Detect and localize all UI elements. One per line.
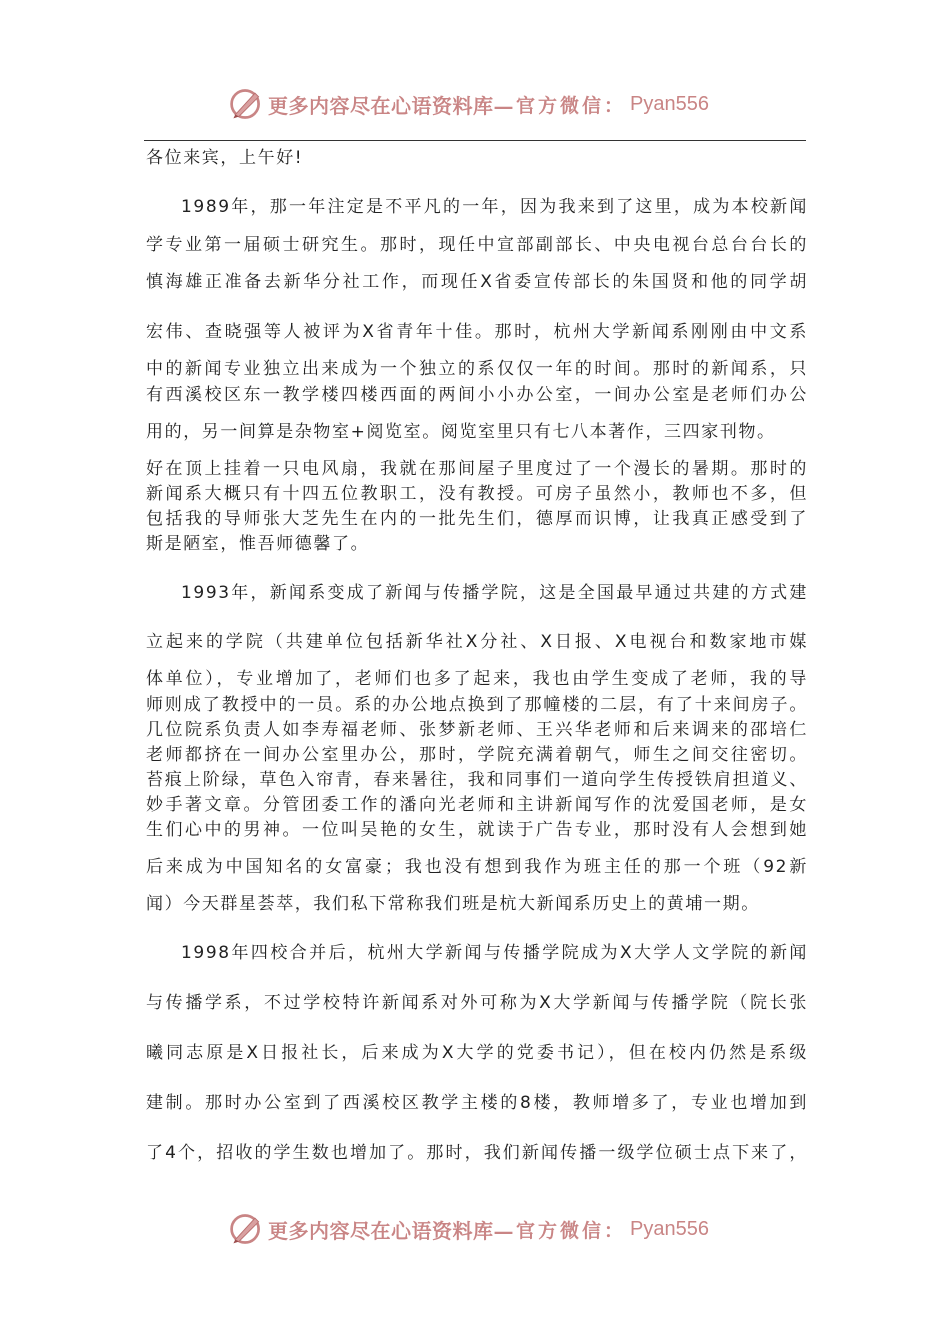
- header-watermark: [0, 82, 950, 126]
- header-divider: [144, 140, 806, 141]
- text-line: 几位院系负责人如李寿福老师、张梦新老师、王兴华老师和后来调来的邵培仁: [146, 720, 808, 740]
- text-line: 了4个，招收的学生数也增加了。那时，我们新闻传播一级学位硕士点下来了，: [146, 1143, 808, 1163]
- text-line: 中的新闻专业独立出来成为一个独立的系仅仅一年的时间。那时的新闻系，只: [146, 359, 808, 379]
- text-line: 1993年，新闻系变成了新闻与传播学院，这是全国最早通过共建的方式建: [181, 583, 808, 603]
- text-line: 好在顶上挂着一只电风扇，我就在那间屋子里度过了一个漫长的暑期。那时的: [146, 459, 808, 479]
- text-line: 苔痕上阶绿，草色入帘青，春来暑往，我和同事们一道向学生传授铁肩担道义、: [146, 770, 808, 790]
- watermark-label: 官方微信：: [516, 1219, 627, 1242]
- footer-watermark: [0, 1207, 950, 1251]
- text-line: 新闻系大概只有十四五位教职工，没有教授。可房子虽然小，教师也不多，但: [146, 484, 808, 504]
- text-line: 用的，另一间算是杂物室+阅览室。阅览室里只有七八本著作，三四家刊物。: [146, 422, 776, 442]
- watermark-site-text: 更多内容尽在心语资料库—: [268, 93, 514, 118]
- watermark-banner: [228, 82, 709, 126]
- text-line: 1989年，那一年注定是不平凡的一年，因为我来到了这里，成为本校新闻: [181, 197, 808, 217]
- watermark-wechat-id: Pyan556: [630, 1217, 709, 1240]
- text-line: 包括我的导师张大芝先生在内的一批先生们，德厚而识博，让我真正感受到了: [146, 509, 808, 529]
- text-line: 闻）今天群星荟萃，我们私下常称我们班是杭大新闻系历史上的黄埔一期。: [146, 894, 760, 914]
- text-line: 老师都挤在一间办公室里办公，那时，学院充满着朝气，师生之间交往密切。: [146, 745, 808, 765]
- pen-circle-logo-icon: [228, 1211, 264, 1247]
- text-line: 后来成为中国知名的女富豪；我也没有想到我作为班主任的那一个班（92新: [146, 857, 808, 877]
- text-line: 斯是陋室，惟吾师德馨了。: [146, 534, 370, 554]
- watermark-site-text: 更多内容尽在心语资料库—: [268, 1218, 514, 1243]
- greeting-line: 各位来宾，上午好!: [146, 148, 304, 168]
- text-line: 宏伟、查晓强等人被评为X省青年十佳。那时，杭州大学新闻系刚刚由中文系: [146, 322, 808, 342]
- text-line: 建制。那时办公室到了西溪校区教学主楼的8楼，教师增多了，专业也增加到: [146, 1093, 808, 1113]
- text-line: 师则成了教授中的一员。系的办公地点换到了那幢楼的二层，有了十来间房子。: [146, 695, 808, 715]
- text-line: 学专业第一届硕士研究生。那时，现任中宣部副部长、中央电视台总台台长的: [146, 235, 808, 255]
- text-line: 有西溪校区东一教学楼四楼西面的两间小小办公室，一间办公室是老师们办公: [146, 385, 808, 405]
- text-line: 1998年四校合并后，杭州大学新闻与传播学院成为X大学人文学院的新闻: [181, 943, 808, 963]
- text-line: 妙手著文章。分管团委工作的潘向光老师和主讲新闻写作的沈爱国老师，是女: [146, 795, 808, 815]
- watermark-label: 官方微信：: [516, 94, 627, 117]
- text-line: 体单位），专业增加了，老师们也多了起来，我也由学生变成了老师，我的导: [146, 669, 808, 689]
- watermark-wechat-id: Pyan556: [630, 92, 709, 115]
- text-line: 曦同志原是X日报社长，后来成为X大学的党委书记），但在校内仍然是系级: [146, 1043, 808, 1063]
- pen-circle-logo-icon: [228, 86, 264, 122]
- text-line: 与传播学系，不过学校特许新闻系对外可称为X大学新闻与传播学院（院长张: [146, 993, 808, 1013]
- text-line: 生们心中的男神。一位叫吴艳的女生，就读于广告专业，那时没有人会想到她: [146, 820, 808, 840]
- watermark-banner: [228, 1207, 709, 1251]
- text-line: 慎海雄正准备去新华分社工作，而现任X省委宣传部长的朱国贤和他的同学胡: [146, 272, 808, 292]
- text-line: 立起来的学院（共建单位包括新华社X分社、X日报、X电视台和数家地市媒: [146, 632, 808, 652]
